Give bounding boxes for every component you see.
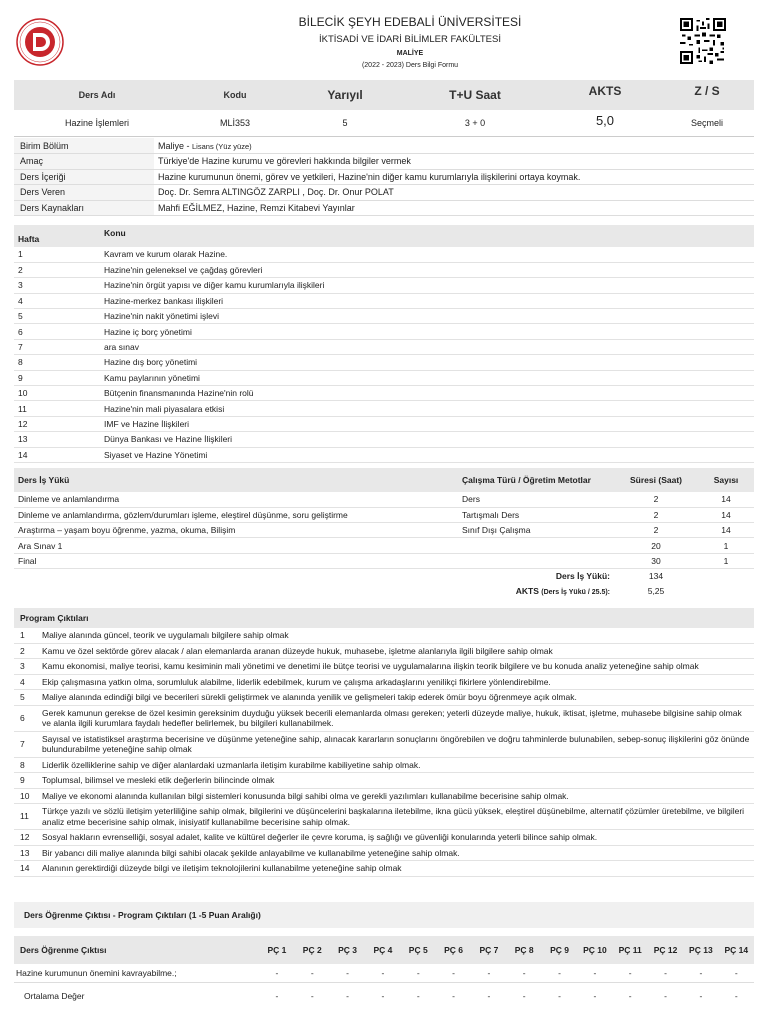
course-summary-header (14, 80, 754, 110)
faculty-name: İKTİSADİ VE İDARİ BİLİMLER FAKÜLTESİ (319, 34, 501, 45)
matrix-average-cell: - (487, 991, 491, 1002)
matrix-cell: - (507, 964, 542, 982)
outcome-row (14, 788, 754, 804)
outcome-row (14, 757, 754, 773)
page-header (0, 0, 768, 80)
matrix-cell: - (542, 964, 577, 982)
workload-header (14, 468, 754, 492)
course-hours: 3 + 0 (400, 110, 550, 136)
qr-code (680, 18, 726, 64)
workload-row (14, 538, 754, 553)
header-tu-saat: T+U Saat (400, 80, 550, 110)
workload-hours: 30 (614, 553, 698, 568)
info-label: Ders Kaynakları (14, 200, 154, 216)
workload-activity: Dinleme ve anlamlandırma (14, 492, 458, 507)
info-row (14, 200, 754, 216)
course-semester: 5 (290, 110, 400, 136)
week-topic: Kamu paylarının yönetimi (100, 370, 754, 385)
outcome-row (14, 674, 754, 690)
matrix-cell: - (577, 964, 612, 982)
university-name: BİLECİK ŞEYH EDEBALİ ÜNİVERSİTESİ (298, 15, 522, 29)
week-row (14, 416, 754, 431)
matrix-cell: - (436, 964, 471, 982)
workload-table (14, 468, 754, 599)
matrix-average-cell: - (275, 991, 279, 1002)
program-outcomes-header (14, 608, 754, 628)
outcome-text: Sosyal hakların evrenselliği, sosyal adalet, kalite ve kültürel değerler ile çevre koruma, iş sağlığı ve güvenliği konularında yeterli bilince sahip olmak. (38, 830, 754, 846)
matrix-average-cell: - (381, 991, 385, 1002)
week-topic: Hazine'nin geleneksel ve çağdaş görevleri (100, 262, 754, 277)
matrix-col-header: PÇ 13 (683, 936, 718, 964)
outcome-number: 4 (14, 674, 38, 690)
info-row (14, 138, 754, 154)
matrix-average-row (14, 982, 754, 1010)
header-yariyil: Yarıyıl (290, 80, 400, 110)
week-number: 13 (14, 432, 100, 447)
week-row (14, 293, 754, 308)
header-suresi: Süresi (Saat) (614, 468, 698, 492)
outcome-text: Maliye alanında güncel, teorik ve uygulamalı bilgilere sahip olmak (38, 628, 754, 643)
outcome-matrix-header (14, 936, 754, 964)
week-number: 10 (14, 386, 100, 401)
akts-calc-label: AKTS (Ders İş Yükü / 25.5): (515, 586, 610, 597)
workload-row (14, 492, 754, 507)
outcome-text: Alanının gerektirdiği düzeyde bilgi ve iletişim teknolojilerini kullanabilme yeteneğine sahip olmak (38, 861, 754, 877)
department-name: MALİYE (396, 50, 424, 57)
workload-hours: 20 (614, 538, 698, 553)
workload-hours: 2 (614, 492, 698, 507)
outcome-text: Maliye ve ekonomi alanında kullanılan bilgi sistemleri konusunda bilgi sahibi olma ve gerekli yazılımları kullanabilme becerisine sahip olmak. (38, 788, 754, 804)
week-topic: Bütçenin finansmanında Hazine'nin rolü (100, 386, 754, 401)
matrix-row-label: Hazine kurumunun önemini kavrayabilme.; (14, 964, 259, 982)
course-code: MLİ353 (180, 110, 290, 136)
info-value: Türkiye'de Hazine kurumu ve görevleri hakkında bilgiler vermek (154, 154, 754, 170)
matrix-col-header: PÇ 2 (295, 936, 330, 964)
info-label: Ders Veren (14, 185, 154, 201)
program-outcomes-title: Program Çıktıları (14, 608, 754, 628)
matrix-average-cell: - (452, 991, 455, 1002)
outcome-number: 5 (14, 690, 38, 706)
outcome-text: Kamu ve özel sektörde görev alacak / alan elemanlarda aranan düzeyde hukuk, muhasebe, işletme alanlarıyla ilgili bilgilere sahip olmak (38, 643, 754, 659)
outcome-row (14, 773, 754, 789)
workload-activity: Ara Sınav 1 (14, 538, 458, 553)
week-topic: IMF ve Hazine İlişkileri (100, 416, 754, 431)
matrix-col-header: PÇ 1 (259, 936, 294, 964)
course-info-table (14, 138, 754, 216)
matrix-col-header: PÇ 4 (365, 936, 400, 964)
outcome-number: 8 (14, 757, 38, 773)
outcome-row (14, 690, 754, 706)
info-label: Amaç (14, 154, 154, 170)
outcome-text: Liderlik özelliklerine sahip ve diğer alanlardaki uzmanlarla iletişim kurabilme kabiliyetine sahip olmak. (38, 757, 754, 773)
outcome-row (14, 731, 754, 757)
outcome-number: 2 (14, 643, 38, 659)
workload-activity: Araştırma – yaşam boyu öğrenme, yazma, okuma, Bilişim (14, 523, 458, 538)
course-akts: 5,0 (550, 110, 660, 136)
week-number: 4 (14, 293, 100, 308)
workload-count: 1 (698, 538, 754, 553)
workload-hours: 2 (614, 523, 698, 538)
week-row (14, 278, 754, 293)
workload-count: 14 (698, 523, 754, 538)
workload-count: 1 (698, 553, 754, 568)
course-summary-values (14, 110, 754, 136)
workload-akts-row (14, 584, 754, 599)
outcome-matrix-table (14, 936, 754, 1010)
akts-calc-value: 5,25 (647, 586, 665, 597)
matrix-col-header: PÇ 7 (471, 936, 506, 964)
info-label: Ders İçeriği (14, 169, 154, 185)
outcome-row (14, 804, 754, 830)
week-row (14, 447, 754, 462)
outcome-number: 3 (14, 659, 38, 675)
week-row (14, 432, 754, 447)
workload-row (14, 523, 754, 538)
outcome-number: 11 (14, 804, 38, 830)
week-topic: Hazine'nin nakit yönetimi işlevi (100, 309, 754, 324)
outcome-row (14, 643, 754, 659)
workload-method (458, 538, 614, 553)
workload-row (14, 507, 754, 522)
matrix-average-cell: - (664, 991, 667, 1002)
header-ders-adi: Ders Adı (14, 80, 180, 110)
outcome-text: Kamu ekonomisi, maliye teorisi, kamu kesiminin mali yönetimi ve denetimi ile bütçe teorisi ve uygulamalarına ilişkin teorik bilgilere ve bu konuda analiz yeteneğine sahip olmak (38, 659, 754, 675)
outcome-number: 12 (14, 830, 38, 846)
workload-method (458, 553, 614, 568)
week-row (14, 339, 754, 354)
week-number: 12 (14, 416, 100, 431)
week-number: 8 (14, 355, 100, 370)
week-row (14, 386, 754, 401)
matrix-cell: - (401, 964, 436, 982)
matrix-cell: - (295, 964, 330, 982)
matrix-average-cell: - (416, 991, 420, 1002)
matrix-average-label: Ortalama Değer (24, 991, 85, 1002)
header-kodu: Kodu (180, 80, 290, 110)
form-title: (2022 - 2023) Ders Bilgi Formu (361, 62, 459, 69)
outcome-row (14, 845, 754, 861)
matrix-cell: - (330, 964, 365, 982)
outcome-number: 10 (14, 788, 38, 804)
outcome-number: 13 (14, 845, 38, 861)
outcome-text: Sayısal ve istatistiksel araştırma becerisine ve düşünme yeteneğine sahip, alınacak kararların sonuçlarını öngörebilen ve doğru tahminlerde bulunabilen, sebep-sonuç ilişkilerini göz önünde bulundurabilme yeteneğine sahip olmak (38, 731, 754, 757)
week-number: 1 (14, 247, 100, 262)
matrix-average-cell: - (734, 991, 738, 1002)
matrix-cell: - (259, 964, 294, 982)
matrix-col-header: PÇ 9 (542, 936, 577, 964)
course-name: Hazine İşlemleri (14, 110, 180, 136)
week-number: 9 (14, 370, 100, 385)
workload-hours: 2 (614, 507, 698, 522)
outcome-text: Ekip çalışmasına yatkın olma, sorumluluk alabilme, liderlik edebilmek, kurum ve çalışma arkadaşlarını yenilikçi fikirlere yönlendirebilme. (38, 674, 754, 690)
workload-method: Sınıf Dışı Çalışma (458, 523, 614, 538)
week-row (14, 355, 754, 370)
week-number: 7 (14, 339, 100, 354)
info-value-small: Lisans (Yüz yüze) (192, 141, 252, 151)
outcome-text: Gerek kamunun gerekse de özel kesimin gereksinim duyduğu yüksek becerili elemanlarda olması gereken; yeterli düzeyde maliye, hukuk, iktisat, işletme, muhasebe bilgisine sahip olmak ve alanla ilgili kurumlara faydalı hedefler belirlemek, bu bilgileri kullanabilmek. (38, 705, 754, 731)
outcome-row (14, 659, 754, 675)
matrix-average-cell: - (522, 991, 526, 1002)
header-hafta: Hafta (14, 225, 100, 247)
info-row (14, 169, 754, 185)
workload-count: 14 (698, 492, 754, 507)
matrix-cell: - (683, 964, 718, 982)
header-akts: AKTS (550, 80, 660, 110)
week-topic: Hazine iç borç yönetimi (100, 324, 754, 339)
outcome-number: 7 (14, 731, 38, 757)
workload-total-label: Ders İş Yükü: (555, 571, 610, 582)
workload-method: Ders (458, 492, 614, 507)
matrix-col-header: PÇ 8 (507, 936, 542, 964)
outcome-text: Bir yabancı dili maliye alanında bilgi sahibi olacak şekilde anlayabilme ve kullanabilme yeteneğine sahip olmak. (38, 845, 754, 861)
week-topic: Hazine'nin örgüt yapısı ve diğer kamu kurumlarıyla ilişkileri (100, 278, 754, 293)
matrix-col-header: PÇ 14 (719, 936, 754, 964)
workload-total-value: 134 (648, 571, 664, 582)
workload-total-row (14, 568, 754, 583)
week-number: 6 (14, 324, 100, 339)
workload-count: 14 (698, 507, 754, 522)
outcome-number: 1 (14, 628, 38, 643)
matrix-col-header: PÇ 11 (613, 936, 648, 964)
info-value: Doç. Dr. Semra ALTINGÖZ ZARPLI , Doç. Dr. Onur POLAT (154, 185, 754, 201)
matrix-cell: - (648, 964, 683, 982)
matrix-cell: - (365, 964, 400, 982)
matrix-average-cell: - (310, 991, 314, 1002)
header-calisma-turu: Çalışma Türü / Öğretim Metotlar (458, 468, 614, 492)
outcome-row (14, 861, 754, 877)
week-number: 3 (14, 278, 100, 293)
matrix-average-cell: - (558, 991, 561, 1002)
matrix-first-header: Ders Öğrenme Çıktısı (14, 936, 259, 964)
outcome-row (14, 628, 754, 643)
week-row (14, 247, 754, 262)
workload-activity: Dinleme ve anlamlandırma, gözlem/durumları işleme, eleştirel düşünme, soru geliştirme (14, 507, 458, 522)
header-is-yuku: Ders İş Yükü (14, 468, 458, 492)
matrix-row (14, 964, 754, 982)
matrix-average-cell: - (346, 991, 349, 1002)
outcome-text: Maliye alanında edindiği bilgi ve becerileri sürekli geliştirmek ve alanında yenilik ve gelişmeleri takip ederek ömür boyu öğrenmeye açık olmak. (38, 690, 754, 706)
workload-method: Tartışmalı Ders (458, 507, 614, 522)
week-topic: Hazine-merkez bankası ilişkileri (100, 293, 754, 308)
matrix-average-cell: - (593, 991, 597, 1002)
program-outcomes-table (14, 608, 754, 877)
outcome-matrix-title: Ders Öğrenme Çıktısı - Program Çıktıları (1 -5 Puan Aralığı) (14, 902, 754, 928)
weekly-header (14, 225, 754, 247)
week-number: 2 (14, 262, 100, 277)
outcome-text: Türkçe yazılı ve sözlü iletişim yeterliliğine sahip olmak, bilgilerini ve düşüncelerini başkalarına iletebilme, ikna gücü yüksek, eleştirel düşünebilme, alternatif çözümler üretebilme, ve bilgileri analiz etme becerisine sahip olmak, inisiyatif kullanabilme becerisine sahip olmak. (38, 804, 754, 830)
outcome-row (14, 830, 754, 846)
matrix-average-cell: - (699, 991, 703, 1002)
header-konu: Konu (100, 225, 754, 247)
week-row (14, 324, 754, 339)
course-summary-table (14, 80, 754, 137)
outcome-row (14, 705, 754, 731)
week-row (14, 262, 754, 277)
week-number: 14 (14, 447, 100, 462)
week-number: 5 (14, 309, 100, 324)
week-topic: Siyaset ve Hazine Yönetimi (100, 447, 754, 462)
week-topic: Hazine dış borç yönetimi (100, 355, 754, 370)
week-number: 11 (14, 401, 100, 416)
week-topic: Kavram ve kurum olarak Hazine. (100, 247, 754, 262)
info-value: Mahfi EĞİLMEZ, Hazine, Remzi Kitabevi Yayınlar (154, 200, 754, 216)
outcome-text: Toplumsal, bilimsel ve mesleki etik değerlerin bilincinde olmak (38, 773, 754, 789)
week-topic: Dünya Bankası ve Hazine İlişkileri (100, 432, 754, 447)
info-label: Birim Bölüm (14, 138, 154, 154)
info-value: Maliye - Lisans (Yüz yüze) (154, 138, 754, 154)
info-row (14, 154, 754, 170)
week-topic: ara sınav (100, 339, 754, 354)
matrix-col-header: PÇ 12 (648, 936, 683, 964)
matrix-col-header: PÇ 5 (401, 936, 436, 964)
workload-activity: Final (14, 553, 458, 568)
week-row (14, 370, 754, 385)
week-topic: Hazine'nin mali piyasalara etkisi (100, 401, 754, 416)
matrix-cell: - (719, 964, 754, 982)
header-sayisi: Sayısı (698, 468, 754, 492)
outcome-number: 9 (14, 773, 38, 789)
info-value: Hazine kurumunun önemi, görev ve yetkileri, Hazine'nin diğer kamu kurumlarıyla ilişkilerini ortaya koymak. (154, 169, 754, 185)
info-row (14, 185, 754, 201)
outcome-number: 6 (14, 705, 38, 731)
matrix-col-header: PÇ 3 (330, 936, 365, 964)
week-row (14, 401, 754, 416)
matrix-cell: - (613, 964, 648, 982)
matrix-average-cell: - (628, 991, 632, 1002)
course-type: Seçmeli (660, 110, 754, 136)
workload-row (14, 553, 754, 568)
header-zs: Z / S (660, 80, 754, 110)
matrix-cell: - (471, 964, 506, 982)
matrix-col-header: PÇ 10 (577, 936, 612, 964)
outcome-number: 14 (14, 861, 38, 877)
weekly-plan-table (14, 225, 754, 463)
week-row (14, 309, 754, 324)
matrix-col-header: PÇ 6 (436, 936, 471, 964)
